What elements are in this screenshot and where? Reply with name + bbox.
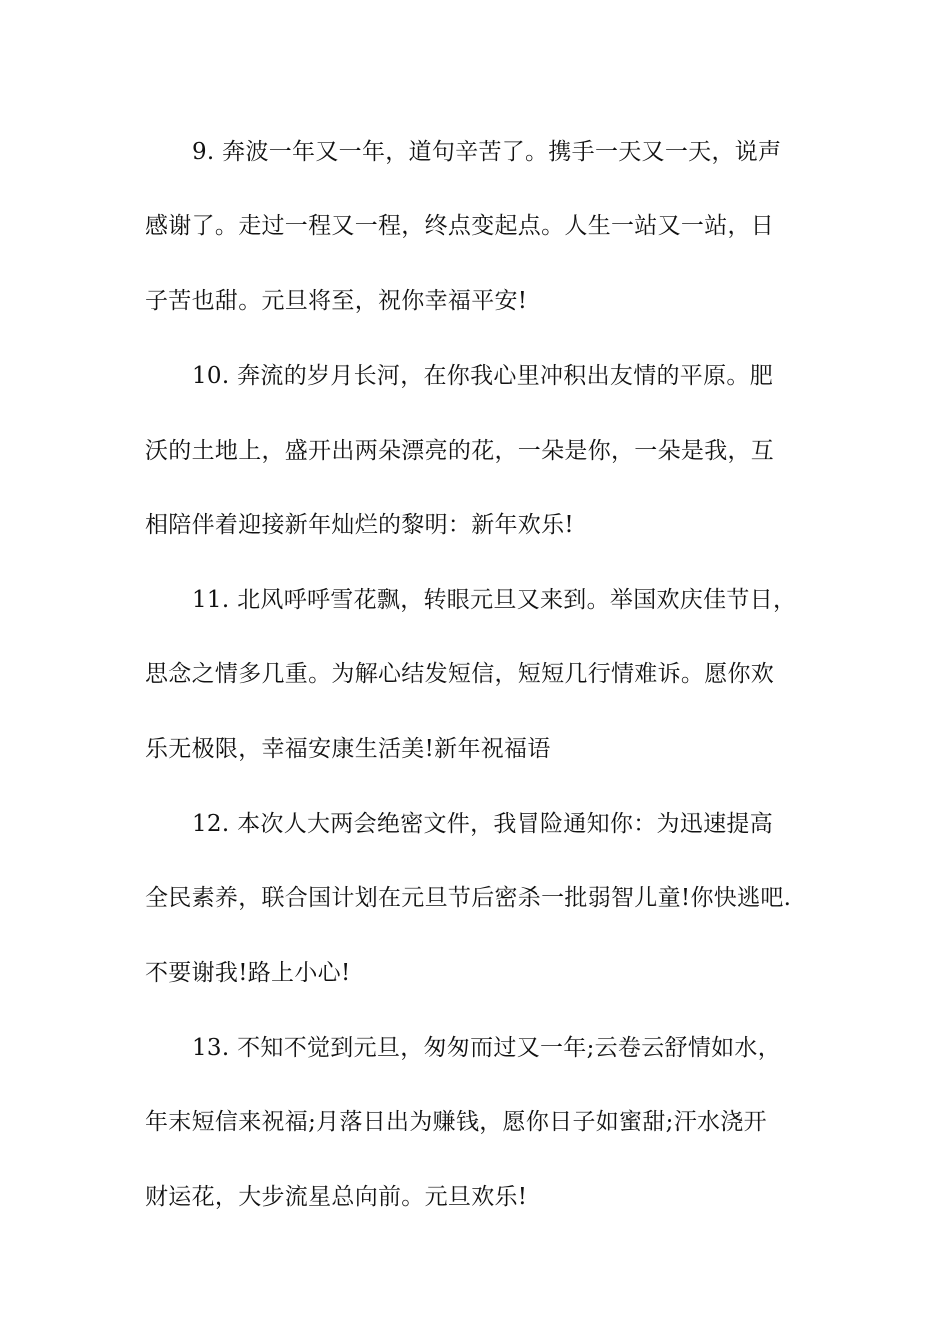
- paragraph-line: 乐无极限，幸福安康生活美!新年祝福语: [145, 736, 551, 762]
- paragraph-line: 不要谢我!路上小心!: [145, 960, 351, 986]
- paragraph-line: 子苦也甜。元旦将至，祝你幸福平安!: [145, 288, 528, 314]
- paragraph-line: 财运花，大步流星总向前。元旦欢乐!: [145, 1184, 528, 1210]
- paragraph-line: 沃的土地上，盛开出两朵漂亮的花，一朵是你，一朵是我，互: [145, 438, 775, 464]
- paragraph-line: 年末短信来祝福;月落日出为赚钱，愿你日子如蜜甜;汗水浇开: [145, 1109, 767, 1135]
- paragraph-line: 10. 奔流的岁月长河，在你我心里冲积出友情的平原。肥: [192, 363, 773, 389]
- paragraph-line: 思念之情多几重。为解心结发短信，短短几行情难诉。愿你欢: [145, 661, 775, 687]
- paragraph-line: 13. 不知不觉到元旦，匆匆而过又一年;云卷云舒情如水，: [192, 1035, 782, 1061]
- paragraph-line: 全民素养，联合国计划在元旦节后密杀一批弱智儿童!你快逃吧.: [145, 885, 792, 911]
- paragraph-line: 相陪伴着迎接新年灿烂的黎明：新年欢乐!: [145, 512, 574, 538]
- paragraph-line: 感谢了。走过一程又一程，终点变起点。人生一站又一站，日: [145, 213, 775, 239]
- paragraph-line: 9. 奔波一年又一年，道句辛苦了。携手一天又一天，说声: [192, 139, 782, 165]
- paragraph-line: 11. 北风呼呼雪花飘，转眼元旦又来到。举国欢庆佳节日，: [192, 587, 797, 613]
- paragraph-line: 12. 本次人大两会绝密文件，我冒险通知你：为迅速提高: [192, 811, 773, 837]
